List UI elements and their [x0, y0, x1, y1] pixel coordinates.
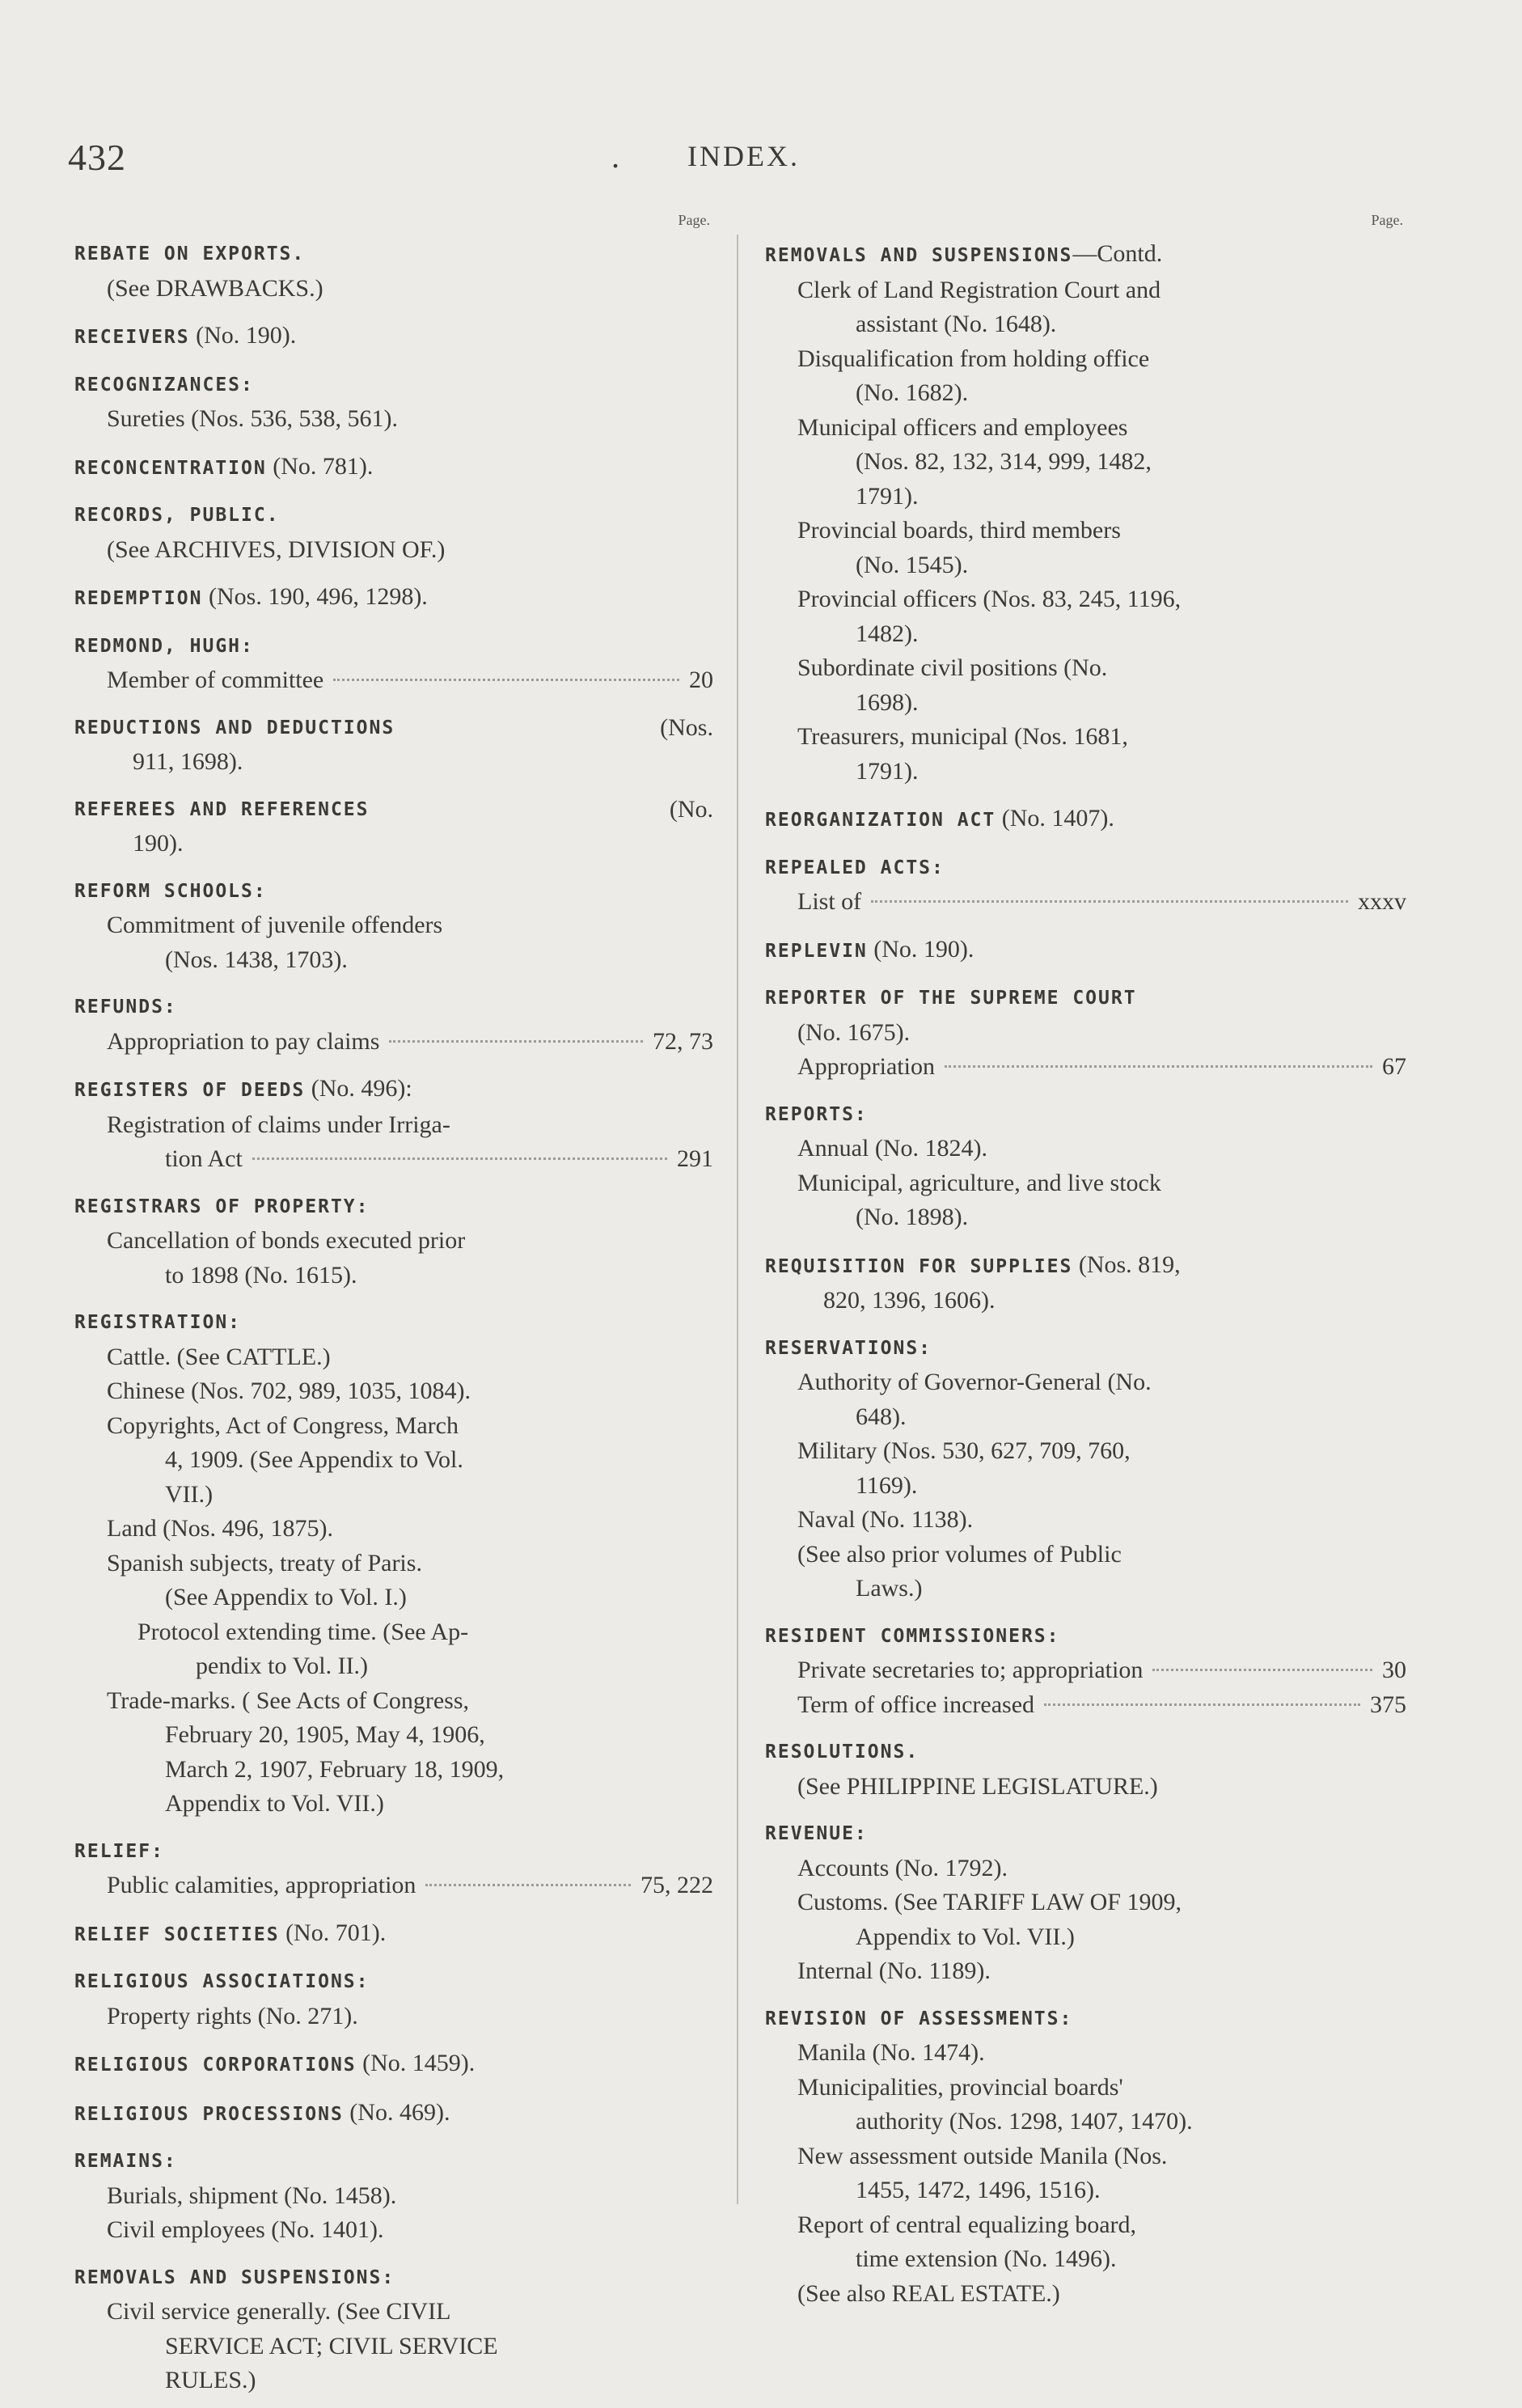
leader-dots: [1152, 1669, 1372, 1671]
entry-line: Disqualification from holding office: [797, 345, 1150, 372]
entry-line: 1482).: [856, 620, 919, 647]
index-entry: [765, 1817, 1406, 1989]
entry-ref: (No. 781).: [266, 452, 374, 480]
entry-line: (Nos. 82, 132, 314, 999, 1482,: [856, 448, 1152, 475]
entry-line: Land (Nos. 496, 1875).: [107, 1515, 333, 1542]
entry-text: Public calamities, appropriation: [107, 1872, 416, 1898]
entry-heading: REDMOND, HUGH:: [74, 635, 254, 657]
entry-heading: RESOLUTIONS.: [765, 1741, 920, 1763]
entry-line: 1698).: [856, 688, 919, 716]
entry-line: 1169).: [856, 1471, 918, 1499]
entry-text: Member of committee: [107, 667, 324, 693]
entry-line: Cattle. (See CATTLE.): [107, 1343, 331, 1370]
entry-line: [74, 663, 713, 698]
left-column: [74, 206, 713, 2398]
index-entry: [74, 990, 713, 1059]
index-entry: [74, 1965, 713, 2033]
entry-heading: REPORTER OF THE SUPREME COURT: [765, 988, 1137, 1009]
entry-heading: REVISION OF ASSESSMENTS:: [765, 2008, 1073, 2029]
entry-line: Manila (No. 1474).: [797, 2039, 985, 2066]
entry-line: [74, 1868, 713, 1903]
index-entry: [74, 1190, 713, 1293]
entry-line: [74, 1142, 713, 1177]
entry-line: (No. 1675).: [797, 1018, 911, 1046]
index-entry: [74, 319, 713, 355]
entry-heading: REGISTRATION:: [74, 1312, 242, 1333]
entry-heading: REPEALED ACTS:: [765, 857, 945, 878]
page-ref: 30: [1382, 1657, 1406, 1683]
page-ref: xxxv: [1358, 888, 1406, 915]
entry-line: Spanish subjects, treaty of Paris.: [107, 1549, 422, 1576]
entry-heading: REFEREES AND REFERENCES: [74, 798, 370, 820]
entry-line: time extension (No. 1496).: [856, 2245, 1117, 2272]
entry-heading: REMOVALS AND SUSPENSIONS: [765, 245, 1073, 266]
entry-ref: (Nos.: [660, 713, 713, 741]
entry-heading: RECEIVERS: [74, 327, 190, 348]
entry-line: 648).: [856, 1403, 907, 1430]
page-column-label: Page.: [678, 212, 710, 228]
entry-heading: REVENUE:: [765, 1823, 868, 1844]
entry-line: to 1898 (No. 1615).: [165, 1261, 357, 1289]
entry-line: Report of central equalizing board,: [797, 2211, 1137, 2238]
entry-line: (See ARCHIVES, DIVISION OF.): [107, 535, 446, 563]
entry-line: (No. 1545).: [856, 551, 969, 578]
entry-line: assistant (No. 1648).: [856, 311, 1057, 337]
index-entry: [74, 874, 713, 978]
entry-text: Appropriation: [797, 1053, 935, 1080]
header-separator: .: [611, 138, 619, 175]
entry-line: 911, 1698).: [133, 748, 243, 775]
entry-text: Appropriation to pay claims: [107, 1027, 380, 1055]
entry-line: Accounts (No. 1792).: [797, 1854, 1008, 1881]
index-entry: [765, 1735, 1406, 1804]
entry-text: List of: [797, 888, 862, 915]
entry-line: [765, 1653, 1406, 1688]
entry-line: (See also prior volumes of Public: [797, 1540, 1122, 1568]
entry-heading: RECOGNIZANCES:: [74, 374, 254, 396]
entry-heading: RELIEF SOCIETIES: [74, 1923, 280, 1945]
entry-line: SERVICE ACT; CIVIL SERVICE: [165, 2332, 498, 2359]
index-entry: [74, 2261, 713, 2398]
entry-line: (See also REAL ESTATE.): [797, 2279, 1060, 2307]
entry-line: 1791).: [856, 757, 919, 785]
entry-line: (No. 1898).: [856, 1204, 969, 1230]
entry-heading: RESERVATIONS:: [765, 1337, 932, 1359]
entry-line: Commitment of juvenile offenders: [107, 912, 443, 938]
entry-heading: REDUCTIONS AND DEDUCTIONS: [74, 717, 395, 738]
entry-text: Private secretaries to; appropriation: [797, 1657, 1144, 1683]
entry-ref: (No. 190).: [867, 935, 975, 963]
entry-line: Military (Nos. 530, 627, 709, 760,: [797, 1437, 1131, 1464]
entry-line: [765, 1688, 1406, 1723]
index-entry: [765, 2002, 1406, 2312]
leader-dots: [252, 1157, 667, 1160]
entry-line: Customs. (See TARIFF LAW OF 1909,: [797, 1889, 1182, 1915]
entry-line: New assessment outside Manila (Nos.: [797, 2142, 1168, 2169]
entry-ref: (No. 701).: [279, 1919, 387, 1946]
entry-line: (See Appendix to Vol. I.): [165, 1584, 407, 1610]
entry-heading: RELIGIOUS ASSOCIATIONS:: [74, 1971, 370, 1992]
index-entry: [74, 629, 713, 698]
page-ref: 75, 222: [641, 1872, 713, 1898]
entry-line: Clerk of Land Registration Court and: [797, 276, 1161, 303]
entry-line: [765, 1050, 1406, 1085]
page-ref: 20: [689, 667, 713, 693]
entry-ref: (Nos. 190, 496, 1298).: [202, 583, 428, 610]
entry-heading: REPORTS:: [765, 1103, 868, 1125]
entry-text: Term of office increased: [797, 1691, 1035, 1718]
page-number: 432: [68, 137, 126, 178]
entry-text: tion Act: [165, 1145, 243, 1172]
entry-line: Sureties (Nos. 536, 538, 561).: [107, 405, 398, 432]
index-entry: [74, 1072, 713, 1177]
entry-line: Annual (No. 1824).: [797, 1135, 987, 1162]
right-column: [765, 206, 1406, 2311]
entry-line: Provincial boards, third members: [797, 517, 1121, 544]
entry-line: [74, 1025, 713, 1060]
index-entry: [74, 368, 713, 437]
entry-line: Authority of Governor-General (No.: [797, 1369, 1152, 1395]
index-entry: [74, 1835, 713, 1903]
index-entry: [74, 450, 713, 486]
entry-line: Burials, shipment (No. 1458).: [107, 2182, 397, 2209]
entry-line: Appendix to Vol. VII.): [856, 1923, 1075, 1950]
entry-line: February 20, 1905, May 4, 1906,: [165, 1721, 485, 1748]
entry-heading: REPLEVIN: [765, 940, 868, 962]
entry-line: Subordinate civil positions (No.: [797, 654, 1108, 681]
entry-line: Civil employees (No. 1401).: [107, 2216, 384, 2243]
leader-dots: [333, 679, 679, 681]
entry-line: (See PHILIPPINE LEGISLATURE.): [797, 1772, 1158, 1800]
entry-line: RULES.): [165, 2367, 256, 2393]
entry-line: Cancellation of bonds executed prior: [107, 1227, 466, 1254]
entry-line: 820, 1396, 1606).: [823, 1287, 996, 1314]
index-entry: [765, 1248, 1406, 1318]
page-ref: 72, 73: [653, 1027, 713, 1055]
entry-line: Copyrights, Act of Congress, March: [107, 1411, 459, 1439]
leader-dots: [389, 1040, 643, 1043]
page-title: INDEX.: [687, 140, 800, 172]
entry-line: Appendix to Vol. VII.): [165, 1790, 384, 1817]
index-entry: [74, 2046, 713, 2083]
entry-line: Laws.): [856, 1575, 923, 1602]
entry-line: VII.): [165, 1480, 214, 1508]
entry-line: 4, 1909. (See Appendix to Vol.: [165, 1446, 463, 1473]
entry-line: (See DRAWBACKS.): [107, 274, 323, 302]
entry-heading: REFUNDS:: [74, 997, 177, 1018]
entry-line: 1791).: [856, 482, 919, 510]
entry-heading: REORGANIZATION ACT: [765, 810, 996, 831]
entry-ref: (No. 469).: [343, 2098, 450, 2126]
index-entry: [74, 2144, 713, 2248]
index-entry: [765, 1331, 1406, 1606]
index-entry: [765, 1098, 1406, 1235]
entry-line: Property rights (No. 271).: [107, 2002, 358, 2029]
entry-line: Civil service generally. (See CIVIL: [107, 2298, 451, 2325]
entry-line: (No. 1682).: [856, 379, 969, 406]
entry-ref: —Contd.: [1072, 240, 1163, 267]
entry-line: Municipal, agriculture, and live stock: [797, 1169, 1161, 1196]
entry-line: Treasurers, municipal (Nos. 1681,: [797, 723, 1128, 750]
index-entry: [74, 711, 713, 780]
leader-dots: [425, 1884, 631, 1886]
entry-line: Municipal officers and employees: [797, 413, 1128, 441]
entry-ref: (No. 190).: [189, 322, 297, 349]
entry-heading: RECORDS, PUBLIC.: [74, 505, 280, 526]
entry-heading: REMAINS:: [74, 2151, 177, 2172]
index-entry: [74, 2096, 713, 2132]
entry-line: Protocol extending time. (See Ap-: [137, 1618, 469, 1645]
entry-line: Provincial officers (Nos. 83, 245, 1196,: [797, 586, 1182, 612]
index-entry: [765, 851, 1406, 920]
index-entry: [765, 933, 1406, 969]
entry-line: Registration of claims under Irriga-: [107, 1111, 450, 1138]
index-entry: [765, 1619, 1406, 1723]
index-entry: [74, 237, 713, 306]
entry-heading: REBATE ON EXPORTS.: [74, 243, 306, 264]
index-entry: [765, 981, 1406, 1085]
entry-heading: REGISTRARS OF PROPERTY:: [74, 1196, 370, 1217]
page-column-label: Page.: [1371, 212, 1403, 228]
entry-heading: RESIDENT COMMISSIONERS:: [765, 1625, 1060, 1647]
page-ref: 291: [677, 1145, 713, 1172]
column-divider: [737, 235, 738, 2204]
entry-heading: RECONCENTRATION: [74, 457, 267, 479]
index-entry: [74, 580, 713, 616]
entry-line: 1455, 1472, 1496, 1516).: [856, 2177, 1101, 2203]
entry-heading: RELIGIOUS PROCESSIONS: [74, 2103, 344, 2125]
entry-heading: RELIEF:: [74, 1840, 164, 1862]
index-entry: [765, 802, 1406, 838]
leader-dots: [1044, 1703, 1360, 1706]
entry-heading: REMOVALS AND SUSPENSIONS:: [74, 2266, 395, 2288]
entry-line: Municipalities, provincial boards': [797, 2073, 1123, 2101]
entry-line: authority (Nos. 1298, 1407, 1470).: [856, 2108, 1193, 2135]
index-entry: [74, 498, 713, 567]
entry-heading: REGISTERS OF DEEDS: [74, 1080, 306, 1101]
leader-dots: [945, 1065, 1372, 1068]
entry-ref: (No. 1459).: [356, 2050, 476, 2076]
entry-ref: (No. 1407).: [996, 805, 1114, 832]
entry-line: March 2, 1907, February 18, 1909,: [165, 1755, 505, 1783]
index-entry: [74, 1916, 713, 1953]
entry-line: Internal (No. 1189).: [797, 1957, 991, 1984]
entry-line: [765, 885, 1406, 920]
page-ref: 375: [1370, 1691, 1406, 1718]
index-entry: [765, 237, 1406, 789]
entry-ref: (No.: [669, 795, 713, 823]
entry-heading: REDEMPTION: [74, 588, 203, 609]
entry-line: 190).: [133, 830, 184, 857]
entry-line: Naval (No. 1138).: [797, 1506, 974, 1533]
entry-line: Chinese (Nos. 702, 989, 1035, 1084).: [107, 1378, 471, 1404]
entry-line: pendix to Vol. II.): [196, 1653, 369, 1679]
entry-ref: (No. 496):: [305, 1075, 412, 1102]
entry-heading: RELIGIOUS CORPORATIONS: [74, 2055, 357, 2076]
entry-line: (Nos. 1438, 1703).: [165, 946, 348, 973]
entry-line: Trade-marks. ( See Acts of Congress,: [107, 1686, 469, 1714]
entry-heading: REQUISITION FOR SUPPLIES: [765, 1255, 1073, 1277]
index-entry: [74, 1306, 713, 1822]
index-entry: [74, 793, 713, 861]
entry-ref: (Nos. 819,: [1072, 1251, 1181, 1278]
page-ref: 67: [1382, 1053, 1406, 1080]
leader-dots: [871, 900, 1348, 903]
entry-heading: REFORM SCHOOLS:: [74, 880, 267, 902]
